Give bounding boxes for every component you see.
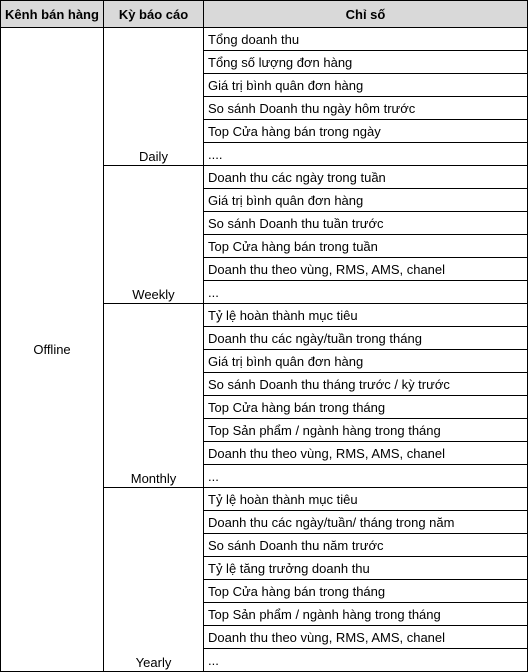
metric-cell: ... xyxy=(204,465,528,488)
metric-cell: Tỷ lệ hoàn thành mục tiêu xyxy=(204,488,528,511)
metric-cell: So sánh Doanh thu tháng trước / kỳ trước xyxy=(204,373,528,396)
header-metric: Chỉ số xyxy=(204,1,528,28)
metric-cell: Doanh thu các ngày/tuần/ tháng trong năm xyxy=(204,511,528,534)
metric-cell: Giá trị bình quân đơn hàng xyxy=(204,74,528,97)
metric-cell: Top Cửa hàng bán trong ngày xyxy=(204,120,528,143)
metric-cell: Top Sản phẩm / ngành hàng trong tháng xyxy=(204,603,528,626)
metric-cell: Top Cửa hàng bán trong tháng xyxy=(204,396,528,419)
metric-cell: Doanh thu các ngày trong tuần xyxy=(204,166,528,189)
metric-cell: ... xyxy=(204,281,528,304)
metric-cell: ... xyxy=(204,649,528,672)
metric-cell: Top Cửa hàng bán trong tuần xyxy=(204,235,528,258)
header-period: Kỳ báo cáo xyxy=(104,1,204,28)
metric-cell: Giá trị bình quân đơn hàng xyxy=(204,189,528,212)
table-row xyxy=(1,28,528,51)
header-channel: Kênh bán hàng xyxy=(1,1,104,28)
metric-cell: .... xyxy=(204,143,528,166)
metric-cell: Tỷ lệ tăng trưởng doanh thu xyxy=(204,557,528,580)
table-body xyxy=(1,28,528,672)
metric-cell: So sánh Doanh thu tuần trước xyxy=(204,212,528,235)
metric-cell: Doanh thu theo vùng, RMS, AMS, chanel xyxy=(204,626,528,649)
metric-cell: Top Cửa hàng bán trong tháng xyxy=(204,580,528,603)
metric-cell: Doanh thu các ngày/tuần trong tháng xyxy=(204,327,528,350)
metric-cell: So sánh Doanh thu năm trước xyxy=(204,534,528,557)
metric-cell: So sánh Doanh thu ngày hôm trước xyxy=(204,97,528,120)
period-cell: Monthly xyxy=(104,304,204,488)
metric-cell: Tỷ lệ hoàn thành mục tiêu xyxy=(204,304,528,327)
metric-cell: Giá trị bình quân đơn hàng xyxy=(204,350,528,373)
metric-cell: Tổng doanh thu xyxy=(204,28,528,51)
metric-cell: Doanh thu theo vùng, RMS, AMS, chanel xyxy=(204,258,528,281)
header-row xyxy=(1,1,528,28)
period-cell: Yearly xyxy=(104,488,204,672)
metric-cell: Top Sản phẩm / ngành hàng trong tháng xyxy=(204,419,528,442)
period-cell: Weekly xyxy=(104,166,204,304)
channel-cell: Offline xyxy=(1,28,104,672)
metric-cell: Tổng số lượng đơn hàng xyxy=(204,51,528,74)
metric-cell: Doanh thu theo vùng, RMS, AMS, chanel xyxy=(204,442,528,465)
period-cell: Daily xyxy=(104,28,204,166)
